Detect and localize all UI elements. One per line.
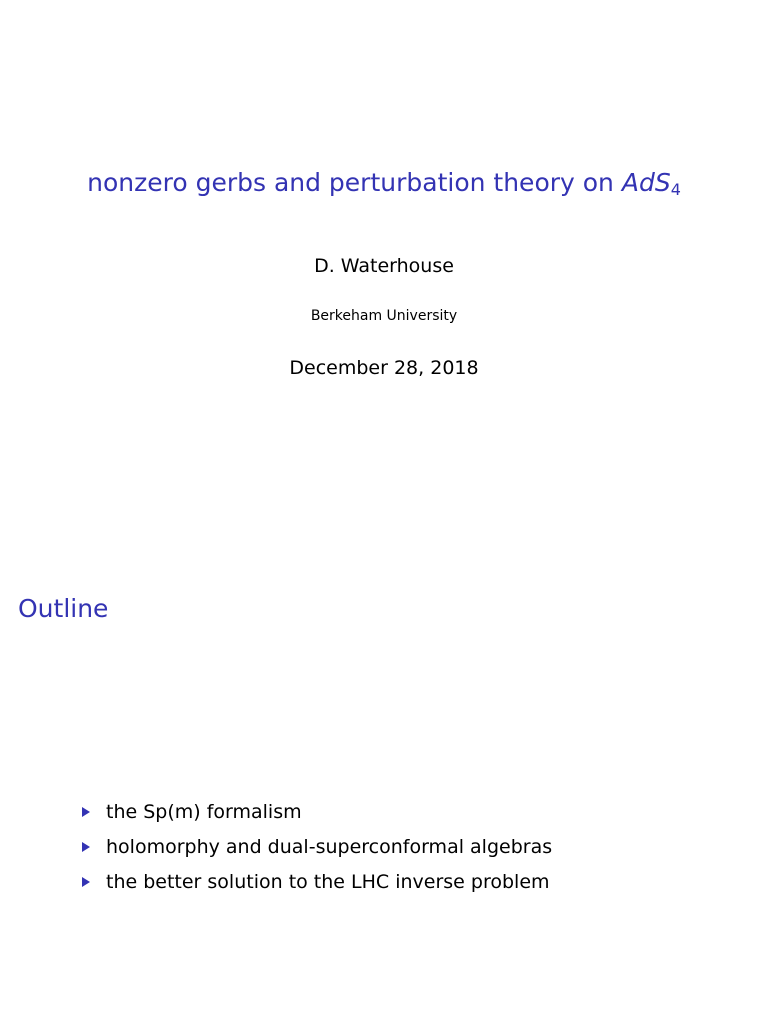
- outline-slide: [0, 512, 768, 1024]
- triangle-bullet-icon: [82, 807, 90, 817]
- triangle-bullet-icon: [82, 877, 90, 887]
- outline-frame-title: Outline: [18, 594, 109, 623]
- author-name: D. Waterhouse: [314, 255, 454, 277]
- list-item: [80, 834, 552, 869]
- list-item-label: the better solution to the LHC inverse problem: [106, 871, 550, 893]
- list-item-label: the Sp(m) formalism: [106, 801, 302, 823]
- title-math: [622, 168, 681, 197]
- presentation-date: December 28, 2018: [289, 357, 479, 379]
- title-math-base: AdS: [621, 168, 671, 197]
- triangle-bullet-icon: [82, 842, 90, 852]
- institute-name: Berkeham University: [310, 308, 458, 324]
- list-item: [80, 799, 552, 834]
- outline-list: [80, 799, 552, 904]
- list-item-label: holomorphy and dual-superconformal algebras: [106, 836, 553, 858]
- title-text: nonzero gerbs and perturbation theory on: [87, 168, 622, 197]
- list-item: [80, 869, 552, 904]
- presentation-title: [0, 168, 768, 199]
- title-math-subscript: 4: [670, 180, 681, 199]
